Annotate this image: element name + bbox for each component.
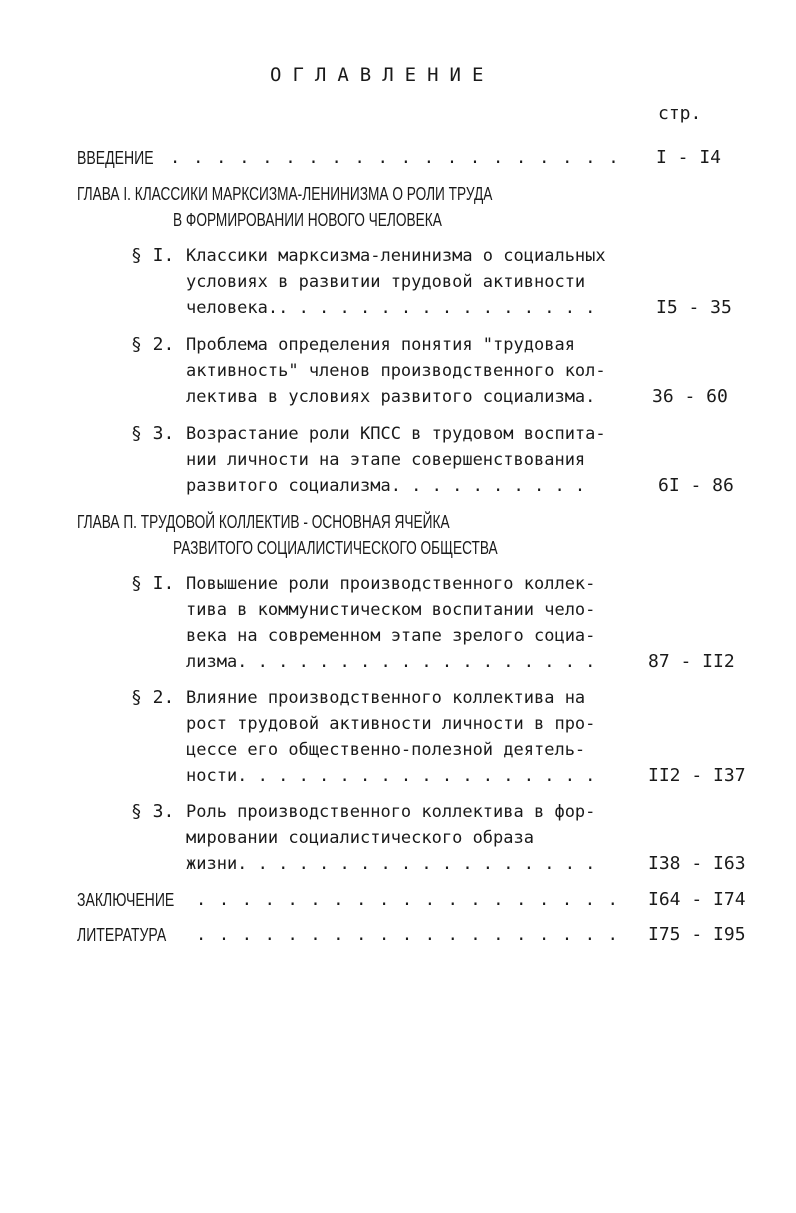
ch2-s2-line2: рост трудовой активности личности в про- — [186, 714, 596, 734]
intro-dots: . . . . . . . . . . . . . . . . . . . . — [170, 148, 620, 168]
ch2-s3-pages: I38 - I63 — [648, 853, 746, 874]
ch2-s2-line4: ности. . . . . . . . . . . . . . . . . . — [186, 766, 596, 786]
ch2-s2-line1: Влияние производственного коллектива на — [186, 688, 586, 708]
ch2-s2-number: § 2. — [131, 687, 175, 708]
page-column-label: стр. — [658, 103, 702, 124]
ch2-s3-line2: мировании социалистического образа — [186, 828, 534, 848]
chapter-1-title-line1: ГЛАВА I. КЛАССИКИ МАРКСИЗМА-ЛЕНИНИЗМА О РОЛИ ТРУДА — [77, 184, 493, 204]
ch2-s1-line4: лизма. . . . . . . . . . . . . . . . . . — [186, 652, 596, 672]
ch1-s1-number: § I. — [131, 245, 175, 266]
ch1-s1-line3: человека.. . . . . . . . . . . . . . . . — [186, 298, 596, 318]
ch1-s3-pages: 6I - 86 — [658, 475, 734, 496]
ch1-s3-line3: развитого социализма. . . . . . . . . . — [186, 476, 586, 496]
ch2-s3-line1: Роль производственного коллектива в фор- — [186, 802, 596, 822]
literature-pages: I75 - I95 — [648, 924, 746, 945]
literature-label: ЛИТЕРАТУРА — [77, 925, 167, 945]
ch1-s2-line3: лектива в условиях развитого социализма. — [186, 387, 596, 407]
ch2-s1-number: § I. — [131, 573, 175, 594]
ch1-s1-pages: I5 - 35 — [656, 297, 732, 318]
ch2-s3-number: § 3. — [131, 801, 175, 822]
conclusion-pages: I64 - I74 — [648, 889, 746, 910]
intro-pages: I - I4 — [656, 147, 722, 168]
ch2-s2-pages: II2 - I37 — [648, 765, 746, 786]
ch1-s2-number: § 2. — [131, 334, 175, 355]
ch1-s2-line1: Проблема определения понятия "трудовая — [186, 335, 575, 355]
ch2-s2-line3: цессе его общественно-полезной деятель- — [186, 740, 586, 760]
ch1-s1-line1: Классики марксизма-ленинизма о социальных — [186, 246, 606, 266]
ch1-s2-pages: 36 - 60 — [652, 386, 728, 407]
ch1-s1-line2: условиях в развитии трудовой активности — [186, 272, 586, 292]
ch1-s3-line1: Возрастание роли КПСС в трудовом воспита- — [186, 424, 606, 444]
ch2-s1-line2: тива в коммунистическом воспитании чело- — [186, 600, 596, 620]
page-title: ОГЛАВЛЕНИЕ — [270, 64, 495, 86]
ch2-s1-line3: века на современном этапе зрелого социа- — [186, 626, 596, 646]
intro-label: ВВЕДЕНИЕ — [77, 148, 154, 168]
ch2-s1-pages: 87 - II2 — [648, 651, 735, 672]
ch2-s1-line1: Повышение роли производственного коллек- — [186, 574, 596, 594]
literature-dots: . . . . . . . . . . . . . . . . . . . — [196, 925, 620, 945]
chapter-2-title-line1: ГЛАВА П. ТРУДОВОЙ КОЛЛЕКТИВ - ОСНОВНАЯ ЯЧЕЙКА — [77, 512, 450, 532]
ch1-s3-number: § 3. — [131, 423, 175, 444]
ch1-s3-line2: нии личности на этапе совершенствования — [186, 450, 586, 470]
chapter-2-title-line2: РАЗВИТОГО СОЦИАЛИСТИЧЕСКОГО ОБЩЕСТВА — [173, 538, 498, 558]
conclusion-label: ЗАКЛЮЧЕНИЕ — [77, 890, 175, 910]
conclusion-dots: . . . . . . . . . . . . . . . . . . . — [196, 890, 620, 910]
ch2-s3-line3: жизни. . . . . . . . . . . . . . . . . . — [186, 854, 596, 874]
chapter-1-title-line2: В ФОРМИРОВАНИИ НОВОГО ЧЕЛОВЕКА — [173, 210, 442, 230]
ch1-s2-line2: активность" членов производственного кол- — [186, 361, 606, 381]
